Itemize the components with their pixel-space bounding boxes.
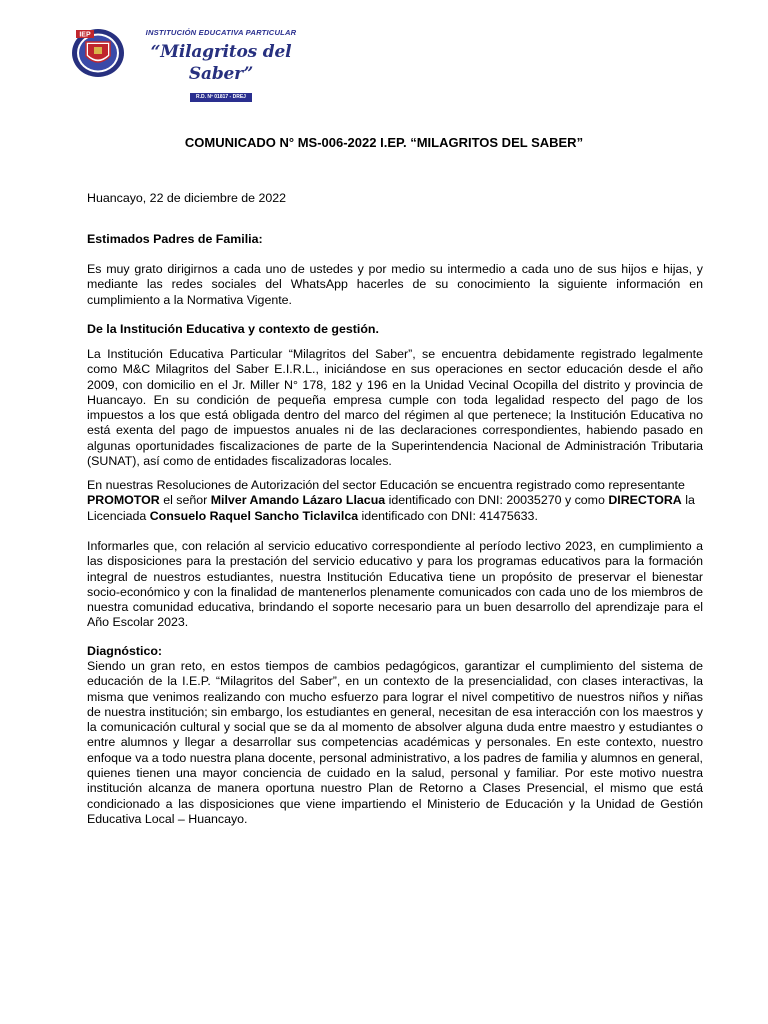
p2-text-2: el señor bbox=[159, 493, 211, 508]
section1-paragraph-1: La Institución Educativa Particular “Milagritos del Saber”, se encuentra debidamente registrado legalmente como M&C Milagritos del Saber E.I.R.L., iniciándose en sus operaciones en sector educación desde el año 2009, con domicilio en el Jr. Miller N° 178, 182 y 196 en la Unidad Vecinal Ocopilla del distrito y provincia de Huancayo. En su condición de pequeña empresa cumple con toda legalidad respecto del pago de los impuestos a los que está obligada dentro del marco del régimen al que pertenece; la Institución Educativa no está exenta del pago de impuestos anuales ni de las declaraciones correspondientes, habiendo pasado en algunas oportunidades fiscalizaciones de parte de la Superintendencia Nacional de Administración Tributaria (SUNAT), así como de entidades fiscalizadoras locales. bbox=[87, 347, 703, 469]
salutation: Estimados Padres de Familia: bbox=[87, 232, 263, 246]
document-title: COMUNICADO N° MS-006-2022 I.EP. “MILAGRITOS DEL SABER” bbox=[184, 135, 584, 150]
section2-paragraph-1: Siendo un gran reto, en estos tiempos de cambios pedagógicos, garantizar el cumplimiento del sistema de educación de la I.E.P. “Milagritos del Saber”, en un contexto de la presencialidad, con clases interactivas, la misma que venimos realizando con mucho esfuerzo para lograr el nivel competitivo de nuestros niños y niñas de nuestra institución; sin embargo, los estudiantes en general, necesitan de esa interacción con los maestros y la comunicación cultural y social que se da al momento de absolver alguna duda entre maestro y estudiantes o entre alumnos y llegar a desarrollar sus competencias académicas y personales. En este contexto, nuestro enfoque va a todo nuestra plana docente, personal administrativo, a los padres de familia y alumnos en general, quienes tienen una mayor conciencia de cuidado en la salud, personal y familiar. Por este motivo nuestra institución alcanza de manera oportuna nuestro Plan de Retorno a Clases Presencial, el mismo que está condicionado a las disposiciones que viene impartiendo el Ministerio de Educación y la Unidad de Gestión Educativa Local – Huancayo. bbox=[87, 659, 703, 826]
intro-paragraph: Es muy grato dirigirnos a cada uno de ustedes y por medio su intermedio a cada uno de sus hijos e hijas, y mediante las redes sociales del WhatsApp hacerles de su conocimiento la siguiente información en cumplimiento a la Normativa Vigente. bbox=[87, 262, 703, 307]
directora-label: DIRECTORA bbox=[608, 493, 682, 508]
p2-text-5: identificado con DNI: 41475633. bbox=[358, 508, 538, 523]
promotor-label: PROMOTOR bbox=[87, 493, 160, 508]
seal-text: IEP bbox=[79, 31, 91, 39]
section1-paragraph-3: Informarles que, con relación al servicio educativo correspondiente al período lectivo 2023, en cumplimiento a las disposiciones para la prestación del servicio educativo y para los programas educativos para la formación integral de nuestros estudiantes, nuestra Institución Educativa tiene un propósito de preservar el bienestar socio-económico y con la finalidad de mantenerlos plenamente comunicados con cada uno de los miembros de nuestra comunidad educativa, brindando el soporte necesario para un buen desarrollo del aprendizaje para el Año Escolar 2023. bbox=[87, 539, 703, 630]
p2-text-3: identificado con DNI: 20035270 y como bbox=[385, 493, 609, 508]
institution-type: INSTITUCIÓN EDUCATIVA PARTICULAR bbox=[145, 28, 297, 37]
directora-name: Consuelo Raquel Sancho Ticlavilca bbox=[149, 508, 359, 523]
institution-name: “Milagritos del Saber” bbox=[150, 42, 292, 84]
promotor-name: Milver Amando Lázaro Llacua bbox=[210, 493, 386, 508]
school-seal-icon bbox=[70, 26, 126, 78]
p2-text-1: En nuestras Resoluciones de Autorización del sector Educación se encuentra registrado como representante bbox=[87, 478, 685, 492]
section1-heading: De la Institución Educativa y contexto de gestión. bbox=[87, 322, 379, 336]
letterhead bbox=[70, 26, 316, 100]
institution-banner bbox=[128, 26, 314, 100]
section1-paragraph-2 bbox=[87, 478, 703, 524]
date-line: Huancayo, 22 de diciembre de 2022 bbox=[87, 191, 287, 205]
resolution-number: R.D. Nº 01817 - DREJ bbox=[190, 93, 252, 102]
section2-heading: Diagnóstico: bbox=[87, 644, 163, 658]
p2-text-4: la Licenciada bbox=[87, 493, 695, 523]
